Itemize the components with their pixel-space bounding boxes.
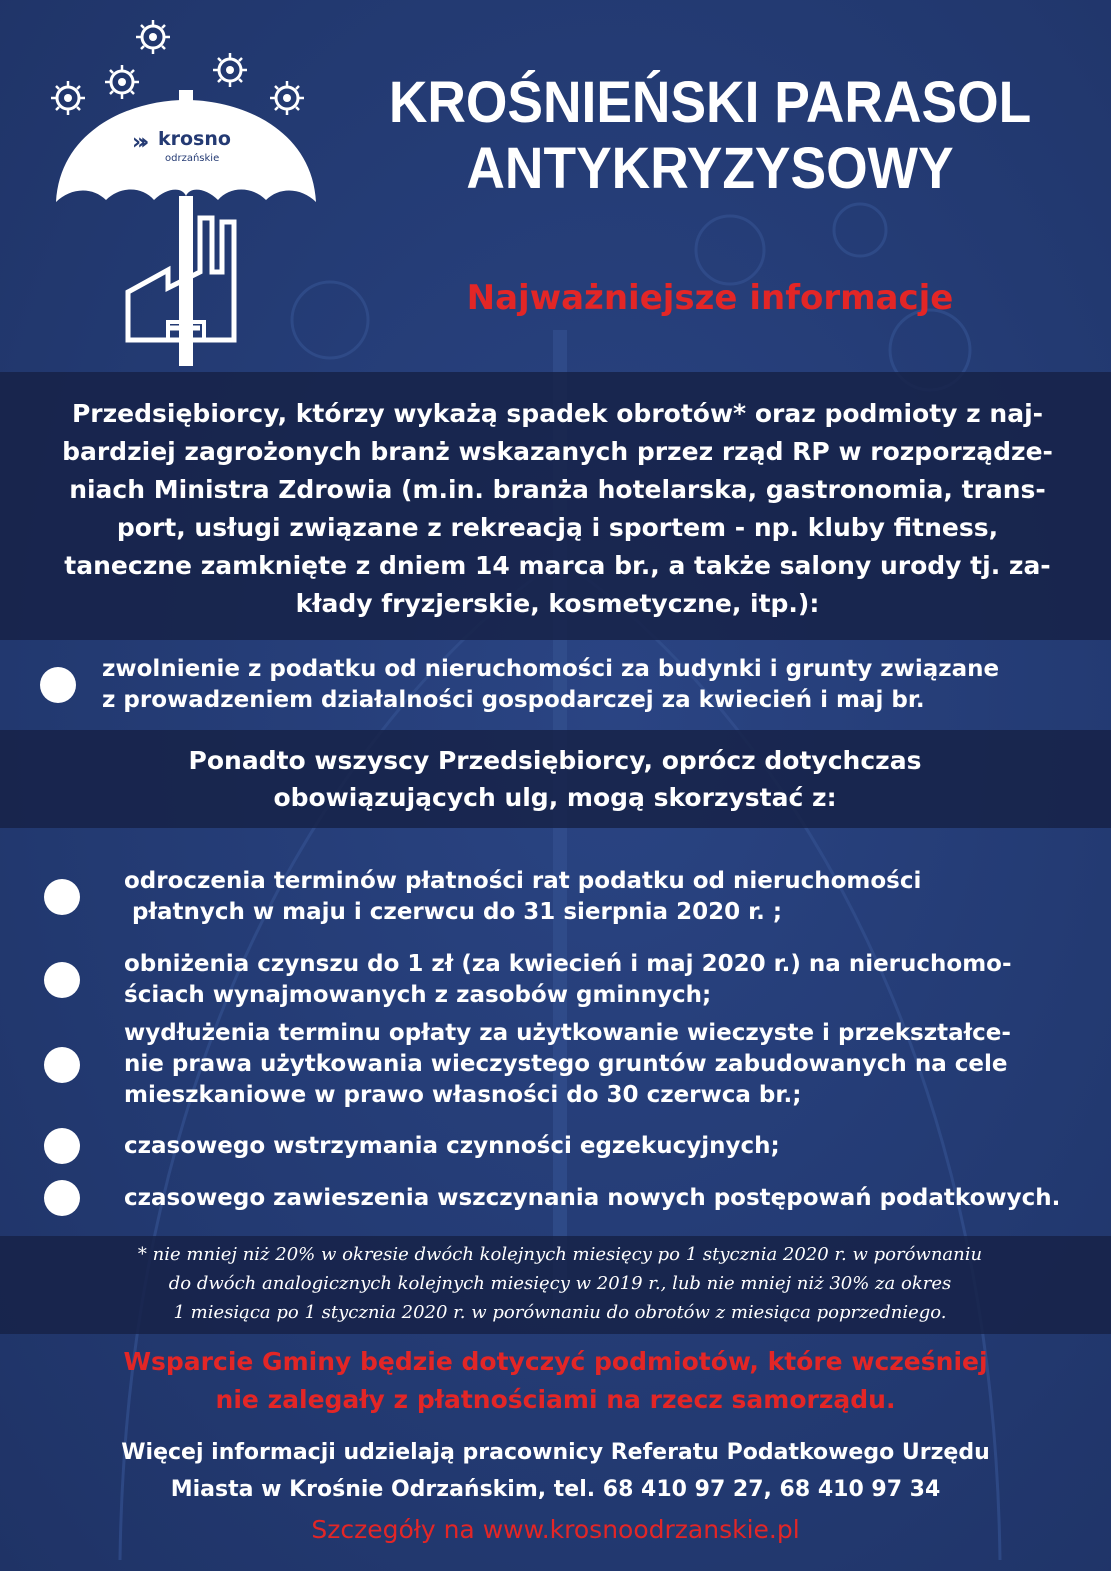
list-item-text xyxy=(102,654,999,716)
list-item-line: zwolnienie z podatku od nieruchomości za budynki i grunty związane xyxy=(102,656,1000,682)
warning-line: Wsparcie Gminy będzie dotyczyć podmiotów, które wcześniej xyxy=(123,1347,988,1376)
warning-notice xyxy=(40,1343,1071,1419)
contact-line: Więcej informacji udzielają pracownicy Referatu Podatkowego Urzędu xyxy=(121,1440,990,1465)
list-item-line: mieszkaniowe w prawo własności do 30 czerwca br.; xyxy=(124,1082,802,1108)
subtitle: Najważniejsze informacje xyxy=(466,278,954,318)
list-item xyxy=(44,1180,1060,1216)
bullet-dot-icon xyxy=(44,879,80,915)
title-line: ANTYKRYZYSOWY xyxy=(466,136,954,201)
virus-icon xyxy=(270,81,304,115)
list-item xyxy=(44,866,921,928)
list-item-text xyxy=(124,949,1012,1011)
umbrella-logo xyxy=(40,10,330,375)
brand-name: krosno xyxy=(158,128,231,150)
list-item xyxy=(44,1128,780,1164)
list-item-line: czasowego wstrzymania czynności egzekucyjnych; xyxy=(124,1132,780,1159)
footnote-line: * nie mniej niż 20% w okresie dwóch kolejnych miesięcy po 1 stycznia 2020 r. w porównaniu xyxy=(137,1244,983,1265)
virus-icon xyxy=(105,65,139,99)
intro-line: bardziej zagrożonych branż wskazanych przez rząd RP w rozporządze- xyxy=(62,437,1053,466)
page-title xyxy=(370,70,1051,202)
list-item xyxy=(44,1018,1011,1111)
bullet-dot-icon xyxy=(40,667,76,703)
footnote-line: do dwóch analogicznych kolejnych miesięcy w 2019 r., lub nie mniej niż 30% za okres xyxy=(168,1273,952,1294)
list-item-line: ściach wynajmowanych z zasobów gminnych; xyxy=(124,982,712,1008)
intro-line: Przedsiębiorcy, którzy wykażą spadek obrotów* oraz podmioty z naj- xyxy=(71,399,1044,428)
list-item-text xyxy=(124,866,921,928)
list-item-text xyxy=(124,1183,1060,1214)
virus-icon xyxy=(136,20,170,54)
list-item-line: wydłużenia terminu opłaty za użytkowanie wieczyste i przekształce- xyxy=(124,1020,1011,1046)
intro-line: kłady fryzjerskie, kosmetyczne, itp.): xyxy=(295,589,820,618)
list-item xyxy=(44,949,1012,1011)
bullet-dot-icon xyxy=(44,1180,80,1216)
intro-paragraph xyxy=(40,395,1075,623)
bullet-dot-icon xyxy=(44,962,80,998)
list-item-text xyxy=(124,1131,780,1162)
section2-line: obowiązujących ulg, mogą skorzystać z: xyxy=(273,783,837,812)
website-link[interactable]: Szczegóły na www.krosnoodrzanskie.pl xyxy=(311,1515,800,1544)
bullet-dot-icon xyxy=(44,1128,80,1164)
brand-subname: odrzańskie xyxy=(165,153,220,164)
virus-icon xyxy=(51,81,85,115)
section2-heading xyxy=(100,742,1010,816)
list-item-text xyxy=(124,1018,1011,1111)
list-item xyxy=(40,654,999,716)
contact-info xyxy=(40,1434,1071,1508)
intro-line: taneczne zamknięte z dniem 14 marca br., a także salony urody tj. za- xyxy=(64,551,1051,580)
intro-line: port, usługi związane z rekreacją i sportem - np. kluby fitness, xyxy=(116,513,999,542)
intro-line: niach Ministra Zdrowia (m.in. branża hotelarska, gastronomia, trans- xyxy=(69,475,1046,504)
list-item-line: czasowego zawieszenia wszczynania nowych postępowań podatkowych. xyxy=(124,1184,1061,1211)
warning-line: nie zalegały z płatnościami na rzecz samorządu. xyxy=(215,1385,896,1414)
list-item-line: płatnych w maju i czerwcu do 31 sierpnia 2020 r. ; xyxy=(124,899,783,925)
list-item-line: z prowadzeniem działalności gospodarczej za kwiecień i maj br. xyxy=(102,687,925,713)
footnote-line: 1 miesiąca po 1 stycznia 2020 r. w porównaniu do obrotów z miesiąca poprzedniego. xyxy=(173,1302,947,1323)
list-item-line: nie prawa użytkowania wieczystego gruntów zabudowanych na cele xyxy=(124,1051,1008,1077)
list-item-line: obniżenia czynszu do 1 zł (za kwiecień i maj 2020 r.) na nieruchomo- xyxy=(124,951,1012,977)
section2-line: Ponadto wszyscy Przedsiębiorcy, oprócz dotychczas xyxy=(188,746,922,775)
list-item-line: odroczenia terminów płatności rat podatku od nieruchomości xyxy=(124,868,922,894)
bullet-dot-icon xyxy=(44,1047,80,1083)
footnote xyxy=(60,1240,1060,1327)
contact-line: Miasta w Krośnie Odrzańskim, tel. 68 410 97 27, 68 410 97 34 xyxy=(170,1477,941,1502)
virus-icon xyxy=(213,53,247,87)
title-line: KROŚNIEŃSKI PARASOL xyxy=(388,70,1032,135)
brand-chevron-icon: »› xyxy=(132,130,144,155)
